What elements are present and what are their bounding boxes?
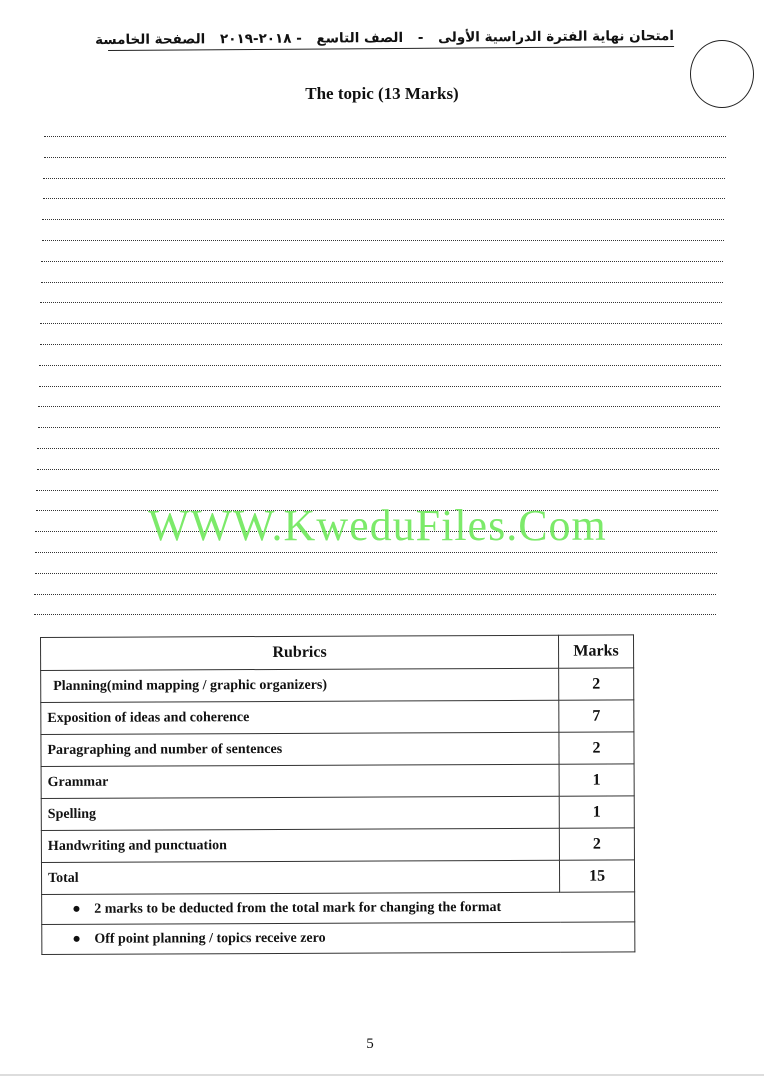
rubrics-table	[40, 634, 635, 955]
writing-line	[38, 406, 720, 407]
note-row	[42, 892, 635, 925]
writing-line	[41, 282, 723, 283]
exam-title: امتحان نهاية الفترة الدراسية الأولى	[438, 28, 675, 46]
rubric-label: Paragraphing and number of sentences	[41, 732, 559, 766]
writing-line	[43, 178, 725, 179]
table-row	[41, 796, 634, 831]
writing-line	[43, 198, 725, 199]
total-row	[41, 860, 634, 895]
writing-line	[40, 323, 722, 324]
topic-title: The topic (13 Marks)	[305, 84, 459, 103]
marks-header: Marks	[558, 635, 633, 668]
writing-line	[39, 386, 721, 387]
total-label: Total	[41, 860, 559, 894]
rubric-marks: 1	[559, 764, 634, 796]
table-row	[41, 732, 634, 767]
writing-line	[35, 552, 717, 553]
writing-line	[36, 490, 718, 491]
table-row	[41, 668, 634, 703]
header-separator: -	[417, 29, 424, 46]
writing-line	[42, 240, 724, 241]
rubric-label: Exposition of ideas and coherence	[41, 700, 559, 734]
writing-line	[34, 614, 716, 615]
writing-line	[38, 427, 720, 428]
school-year: - ٢٠١٨-٢٠١٩	[219, 30, 302, 48]
total-marks: 15	[559, 860, 634, 892]
writing-line	[41, 261, 723, 262]
writing-line	[42, 219, 724, 220]
writing-line	[40, 302, 722, 303]
writing-line	[35, 573, 717, 574]
page-label: الصفحة الخامسة	[95, 31, 206, 49]
rubrics-header: Rubrics	[41, 635, 559, 670]
writing-line	[44, 157, 726, 158]
rubric-label: Grammar	[41, 764, 559, 798]
writing-line	[37, 469, 719, 470]
rubric-marks: 7	[559, 700, 634, 732]
grade-label: الصف التاسع	[316, 29, 404, 47]
note-text: 2 marks to be deducted from the total mark for changing the format	[94, 899, 502, 917]
page-number: 5	[366, 1036, 374, 1052]
writing-line	[44, 136, 726, 137]
scan-edge	[0, 1074, 764, 1076]
rubric-marks: 1	[559, 796, 634, 828]
rubric-marks: 2	[559, 732, 634, 764]
rubric-label: Planning(mind mapping / graphic organizers)	[41, 668, 559, 702]
table-row	[41, 700, 634, 735]
rubric-marks: 2	[559, 668, 634, 700]
exam-header	[95, 28, 675, 51]
rubric-label: Spelling	[41, 796, 559, 830]
table-row	[41, 828, 634, 863]
table-row	[41, 764, 634, 799]
note-row	[42, 922, 635, 955]
writing-line	[39, 365, 721, 366]
note-text: Off point planning / topics receive zero	[94, 930, 326, 947]
writing-line	[40, 344, 722, 345]
writing-line	[37, 448, 719, 449]
bullet-icon: ●	[72, 901, 81, 917]
writing-line	[34, 594, 716, 595]
rubric-label: Handwriting and punctuation	[41, 828, 559, 862]
watermark: WWW.KweduFiles.Com	[148, 501, 607, 550]
bullet-icon: ●	[72, 931, 81, 947]
rubric-marks: 2	[559, 828, 634, 860]
